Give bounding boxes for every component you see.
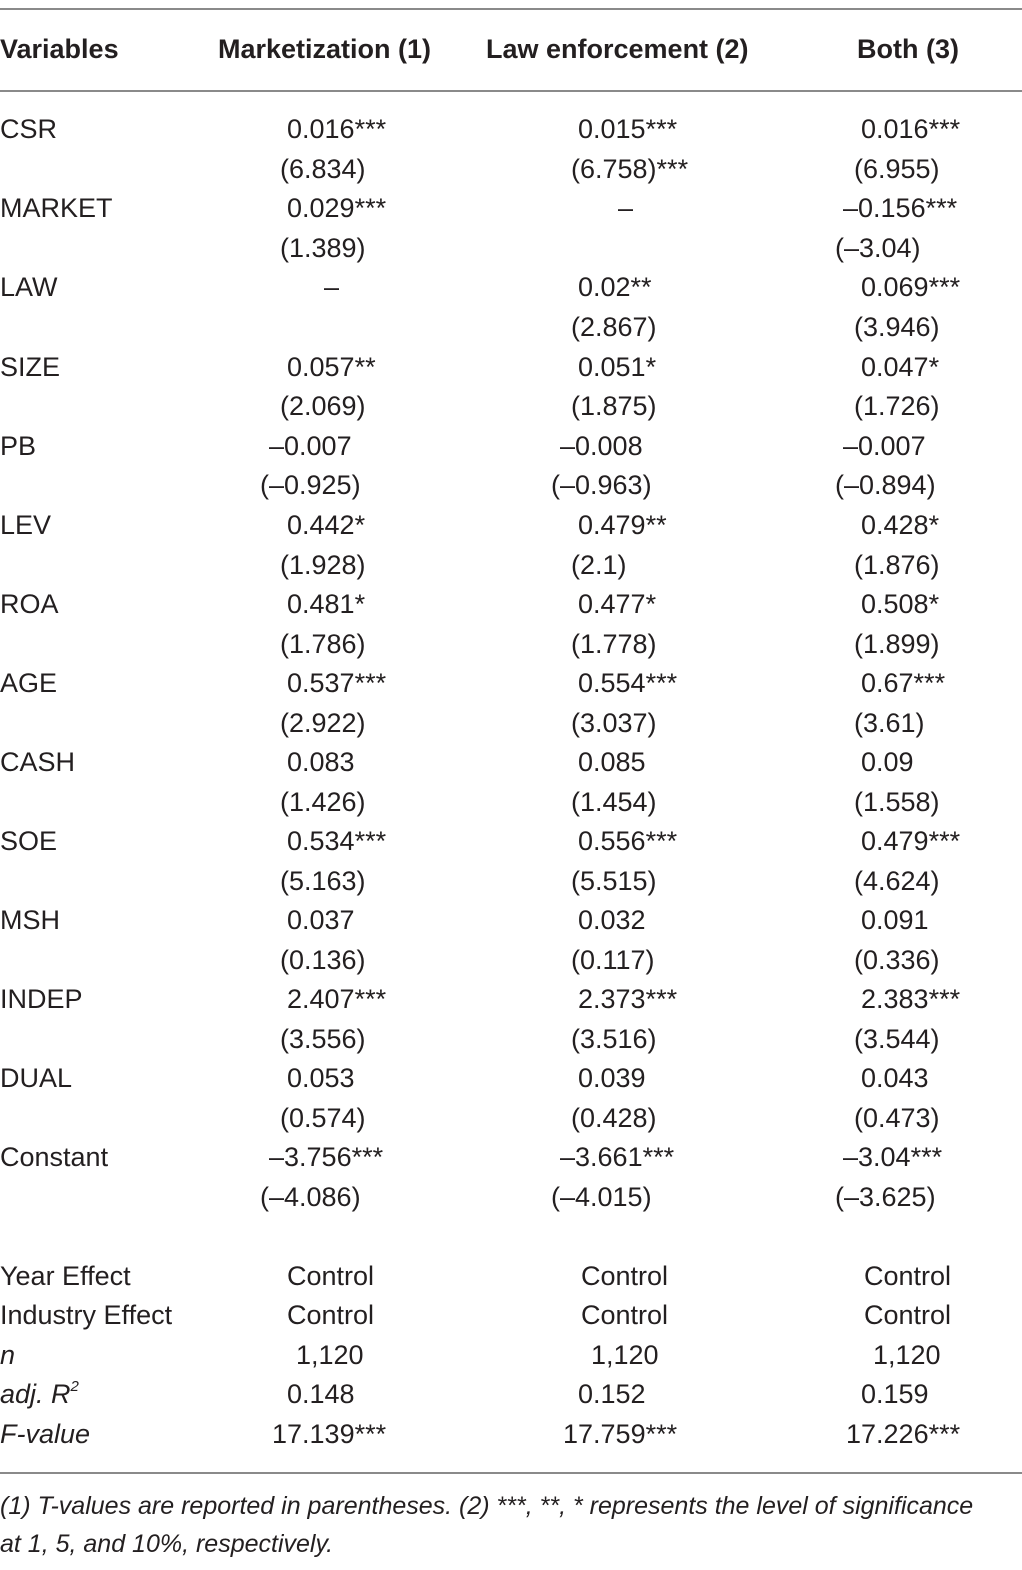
header-marketization: Marketization (1) — [218, 34, 432, 64]
row-label-soe: SOE — [0, 826, 58, 856]
dual-t-1: (0.574) — [280, 1103, 366, 1133]
msh-coef-3: 0.091 — [861, 905, 929, 935]
header-both: Both (3) — [857, 34, 959, 64]
market-coef-1: 0.029*** — [287, 193, 387, 223]
row-label-pb: PB — [0, 431, 37, 461]
cash-coef-2: 0.085 — [578, 747, 646, 777]
n-1: 1,120 — [296, 1340, 364, 1370]
adj-r2-3: 0.159 — [861, 1379, 929, 1409]
row-label-indep: INDEP — [0, 984, 83, 1014]
header-rule — [0, 90, 1022, 92]
row-label-msh: MSH — [0, 905, 60, 935]
msh-coef-1: 0.037 — [287, 905, 355, 935]
indep-coef-2: 2.373*** — [578, 984, 678, 1014]
constant-coef-2: –3.661*** — [560, 1142, 675, 1172]
pb-coef-3: –0.007 — [843, 431, 926, 461]
roa-coef-2: 0.477* — [578, 589, 657, 619]
n-2: 1,120 — [591, 1340, 659, 1370]
header-variables: Variables — [0, 34, 119, 64]
dual-coef-3: 0.043 — [861, 1063, 929, 1093]
indep-t-3: (3.544) — [854, 1024, 940, 1054]
year-effect-1: Control — [287, 1261, 375, 1291]
f-value-3: 17.226*** — [846, 1419, 961, 1449]
stat-label-industry-effect: Industry Effect — [0, 1300, 173, 1330]
cash-t-1: (1.426) — [280, 787, 366, 817]
stat-label-year-effect: Year Effect — [0, 1261, 131, 1291]
row-label-dual: DUAL — [0, 1063, 73, 1093]
market-coef-3: –0.156*** — [843, 193, 958, 223]
pb-coef-2: –0.008 — [560, 431, 643, 461]
age-coef-1: 0.537*** — [287, 668, 387, 698]
age-t-1: (2.922) — [280, 708, 366, 738]
f-value-1: 17.139*** — [272, 1419, 387, 1449]
pb-t-3: (–0.894) — [835, 470, 936, 500]
size-coef-3: 0.047* — [861, 352, 940, 382]
market-coef-2: – — [618, 193, 634, 223]
roa-coef-3: 0.508* — [861, 589, 940, 619]
pb-t-1: (–0.925) — [260, 470, 361, 500]
size-t-2: (1.875) — [571, 391, 657, 421]
lev-t-1: (1.928) — [280, 550, 366, 580]
year-effect-3: Control — [864, 1261, 952, 1291]
r2-superscript: 2 — [70, 1378, 79, 1395]
csr-t-3: (6.955) — [854, 154, 940, 184]
msh-t-2: (0.117) — [571, 945, 655, 975]
dual-t-3: (0.473) — [854, 1103, 940, 1133]
pb-coef-1: –0.007 — [269, 431, 352, 461]
market-t-3: (–3.04) — [835, 233, 921, 263]
pb-t-2: (–0.963) — [551, 470, 652, 500]
header-law-enforcement: Law enforcement (2) — [486, 34, 749, 64]
csr-t-2: (6.758)*** — [571, 154, 689, 184]
lev-coef-3: 0.428* — [861, 510, 940, 540]
soe-coef-2: 0.556*** — [578, 826, 678, 856]
stat-label-n: n — [0, 1340, 16, 1370]
market-t-1: (1.389) — [280, 233, 366, 263]
year-effect-2: Control — [581, 1261, 669, 1291]
row-label-constant: Constant — [0, 1142, 109, 1172]
dual-coef-2: 0.039 — [578, 1063, 646, 1093]
adj-r-text: adj. R — [0, 1379, 71, 1409]
constant-t-2: (–4.015) — [551, 1182, 652, 1212]
soe-coef-3: 0.479*** — [861, 826, 961, 856]
indep-t-1: (3.556) — [280, 1024, 366, 1054]
row-label-market: MARKET — [0, 193, 113, 223]
industry-effect-1: Control — [287, 1300, 375, 1330]
indep-t-2: (3.516) — [571, 1024, 657, 1054]
soe-t-1: (5.163) — [280, 866, 366, 896]
stat-label-adj-r2 — [0, 1377, 79, 1411]
adj-r2-2: 0.152 — [578, 1379, 646, 1409]
age-coef-3: 0.67*** — [861, 668, 946, 698]
f-value-2: 17.759*** — [563, 1419, 678, 1449]
constant-t-3: (–3.625) — [835, 1182, 936, 1212]
row-label-csr: CSR — [0, 114, 58, 144]
dual-t-2: (0.428) — [571, 1103, 657, 1133]
soe-t-2: (5.515) — [571, 866, 657, 896]
row-label-age: AGE — [0, 668, 58, 698]
soe-t-3: (4.624) — [854, 866, 940, 896]
cash-coef-1: 0.083 — [287, 747, 355, 777]
age-t-3: (3.61) — [854, 708, 925, 738]
table-footnote: (1) T-values are reported in parentheses. (2) ***, **, * represents the level of significance at 1, 5, and 10%, respectively. — [0, 1492, 974, 1558]
age-coef-2: 0.554*** — [578, 668, 678, 698]
csr-coef-2: 0.015*** — [578, 114, 678, 144]
constant-t-1: (–4.086) — [260, 1182, 361, 1212]
roa-t-2: (1.778) — [571, 629, 657, 659]
row-label-size: SIZE — [0, 352, 61, 382]
roa-t-1: (1.786) — [280, 629, 366, 659]
adj-r2-1: 0.148 — [287, 1379, 355, 1409]
msh-t-3: (0.336) — [854, 945, 940, 975]
roa-coef-1: 0.481* — [287, 589, 366, 619]
n-3: 1,120 — [873, 1340, 941, 1370]
roa-t-3: (1.899) — [854, 629, 940, 659]
indep-coef-3: 2.383*** — [861, 984, 961, 1014]
industry-effect-3: Control — [864, 1300, 952, 1330]
dual-coef-1: 0.053 — [287, 1063, 355, 1093]
bottom-rule — [0, 1472, 1022, 1474]
industry-effect-2: Control — [581, 1300, 669, 1330]
age-t-2: (3.037) — [571, 708, 657, 738]
csr-t-1: (6.834) — [280, 154, 366, 184]
lev-coef-2: 0.479** — [578, 510, 667, 540]
soe-coef-1: 0.534*** — [287, 826, 387, 856]
lev-t-2: (2.1) — [571, 550, 627, 580]
size-coef-2: 0.051* — [578, 352, 657, 382]
constant-coef-1: –3.756*** — [269, 1142, 384, 1172]
csr-coef-1: 0.016*** — [287, 114, 387, 144]
stat-label-f-value: F-value — [0, 1419, 91, 1449]
row-label-law: LAW — [0, 272, 58, 302]
row-label-cash: CASH — [0, 747, 76, 777]
size-coef-1: 0.057** — [287, 352, 376, 382]
law-coef-3: 0.069*** — [861, 272, 961, 302]
law-coef-2: 0.02** — [578, 272, 652, 302]
msh-t-1: (0.136) — [280, 945, 366, 975]
indep-coef-1: 2.407*** — [287, 984, 387, 1014]
msh-coef-2: 0.032 — [578, 905, 646, 935]
cash-t-3: (1.558) — [854, 787, 940, 817]
law-t-2: (2.867) — [571, 312, 657, 342]
top-rule — [0, 8, 1022, 10]
lev-coef-1: 0.442* — [287, 510, 366, 540]
cash-t-2: (1.454) — [571, 787, 657, 817]
csr-coef-3: 0.016*** — [861, 114, 961, 144]
law-t-3: (3.946) — [854, 312, 940, 342]
row-label-roa: ROA — [0, 589, 59, 619]
constant-coef-3: –3.04*** — [843, 1142, 943, 1172]
size-t-3: (1.726) — [854, 391, 940, 421]
law-coef-1: – — [324, 272, 340, 302]
size-t-1: (2.069) — [280, 391, 366, 421]
row-label-lev: LEV — [0, 510, 52, 540]
lev-t-3: (1.876) — [854, 550, 940, 580]
cash-coef-3: 0.09 — [861, 747, 914, 777]
